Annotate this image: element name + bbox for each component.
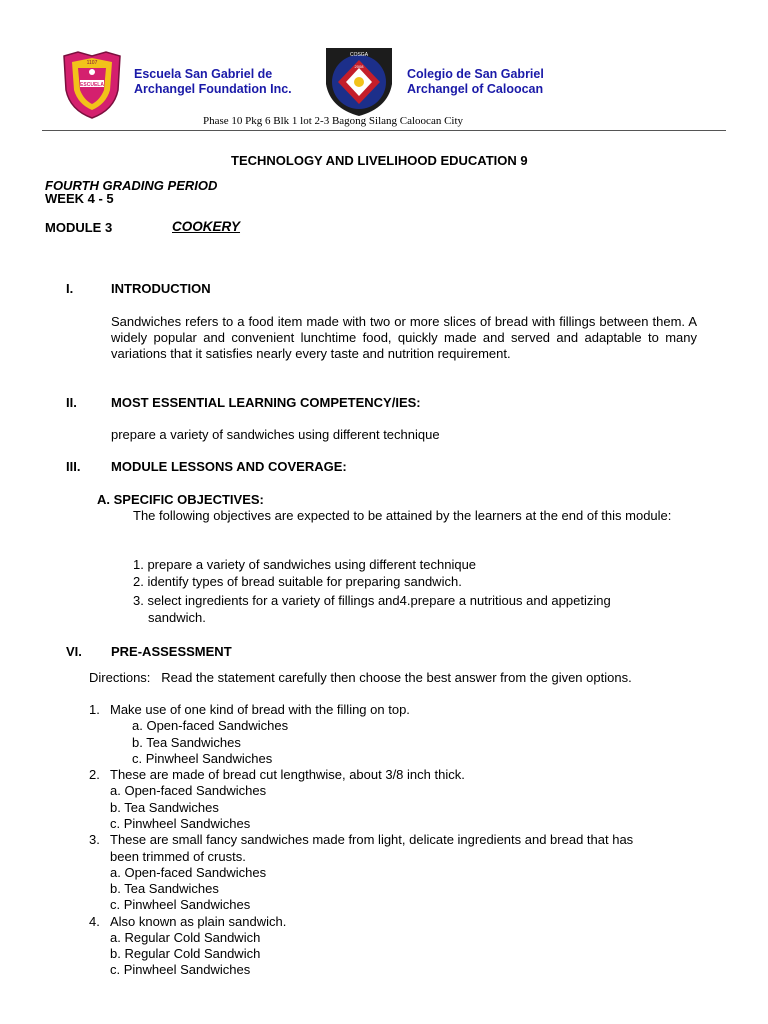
svg-text:COSGA: COSGA [349,52,369,58]
objective-item: 3. select ingredients for a variety of fillings and4.prepare a nutritious and appetizing [133,593,611,608]
answer-option: a. Open-faced Sandwiches [132,718,289,733]
answer-option: c. Pinwheel Sandwiches [110,897,251,912]
intro-body: Sandwiches refers to a food item made with two or more slices of bread with fillings between them. A widely popular and convenient lunchtime food, quickly made and served and adaptable to many variations that it satisfies nearly every taste and nutrition requirement. [111,314,697,361]
question-number: 2. [89,767,100,782]
right-school-line1: Colegio de San Gabriel [407,67,544,81]
svg-text:1107: 1107 [86,60,98,66]
directions-text: Directions: Read the statement carefully then choose the best answer from the given options. [89,670,632,685]
section-heading-melc: MOST ESSENTIAL LEARNING COMPETENCY/IES: [111,395,421,410]
section-num-lessons: III. [66,459,81,474]
right-school-line2: Archangel of Caloocan [407,82,544,96]
answer-option: c. Pinwheel Sandwiches [132,751,273,766]
grading-period: FOURTH GRADING PERIOD [45,178,218,193]
objectives-intro: The following objectives are expected to be attained by the learners at the end of this module: [133,508,672,523]
answer-option: a. Open-faced Sandwiches [110,865,267,880]
question-text: These are small fancy sandwiches made from light, delicate ingredients and bread that has [110,832,634,847]
colegio-seal-logo [322,44,396,118]
module-name: COOKERY [172,219,241,234]
melc-body: prepare a variety of sandwiches using different technique [111,427,440,442]
left-school-line1: Escuela San Gabriel de [134,67,273,81]
objective-item: 1. prepare a variety of sandwiches using different technique [133,557,477,572]
week-label: WEEK 4 - 5 [45,191,114,206]
left-school-line2: Archangel Foundation Inc. [134,82,292,96]
section-heading-pre: PRE-ASSESSMENT [111,644,232,659]
section-heading-intro: INTRODUCTION [111,281,211,296]
question-number: 1. [89,702,100,717]
section-num-pre: VI. [66,644,82,659]
header-divider [42,130,726,131]
section-heading-lessons: MODULE LESSONS AND COVERAGE: [111,459,347,474]
question-number: 4. [89,914,100,929]
escuela-seal-logo [60,50,124,120]
answer-option: a. Regular Cold Sandwich [110,930,261,945]
answer-option: a. Open-faced Sandwiches [110,783,267,798]
answer-option: b. Tea Sandwiches [110,800,219,815]
answer-option: b. Tea Sandwiches [132,735,241,750]
svg-text:ESCUELA: ESCUELA [80,82,104,88]
answer-option: b. Tea Sandwiches [110,881,219,896]
question-text: These are made of bread cut lengthwise, about 3/8 inch thick. [110,767,465,782]
section-num-intro: I. [66,281,74,296]
objective-item: 2. identify types of bread suitable for preparing sandwich. [133,574,462,589]
answer-option: b. Regular Cold Sandwich [110,946,261,961]
question-text: been trimmed of crusts. [110,849,246,864]
document-title: TECHNOLOGY AND LIVELIHOOD EDUCATION 9 [231,153,528,168]
module-label: MODULE 3 [45,220,113,235]
objective-item: sandwich. [148,610,206,625]
right-school-name [407,67,544,97]
svg-text:2008: 2008 [354,64,364,69]
section-num-melc: II. [66,395,77,410]
school-address: Phase 10 Pkg 6 Blk 1 lot 2-3 Bagong Silang Caloocan City [203,115,464,127]
answer-option: c. Pinwheel Sandwiches [110,962,251,977]
answer-option: c. Pinwheel Sandwiches [110,816,251,831]
question-text: Also known as plain sandwich. [110,914,287,929]
question-number: 3. [89,832,100,847]
question-text: Make use of one kind of bread with the filling on top. [110,702,410,717]
left-school-name [134,67,292,97]
objectives-heading: A. SPECIFIC OBJECTIVES: [97,492,264,507]
